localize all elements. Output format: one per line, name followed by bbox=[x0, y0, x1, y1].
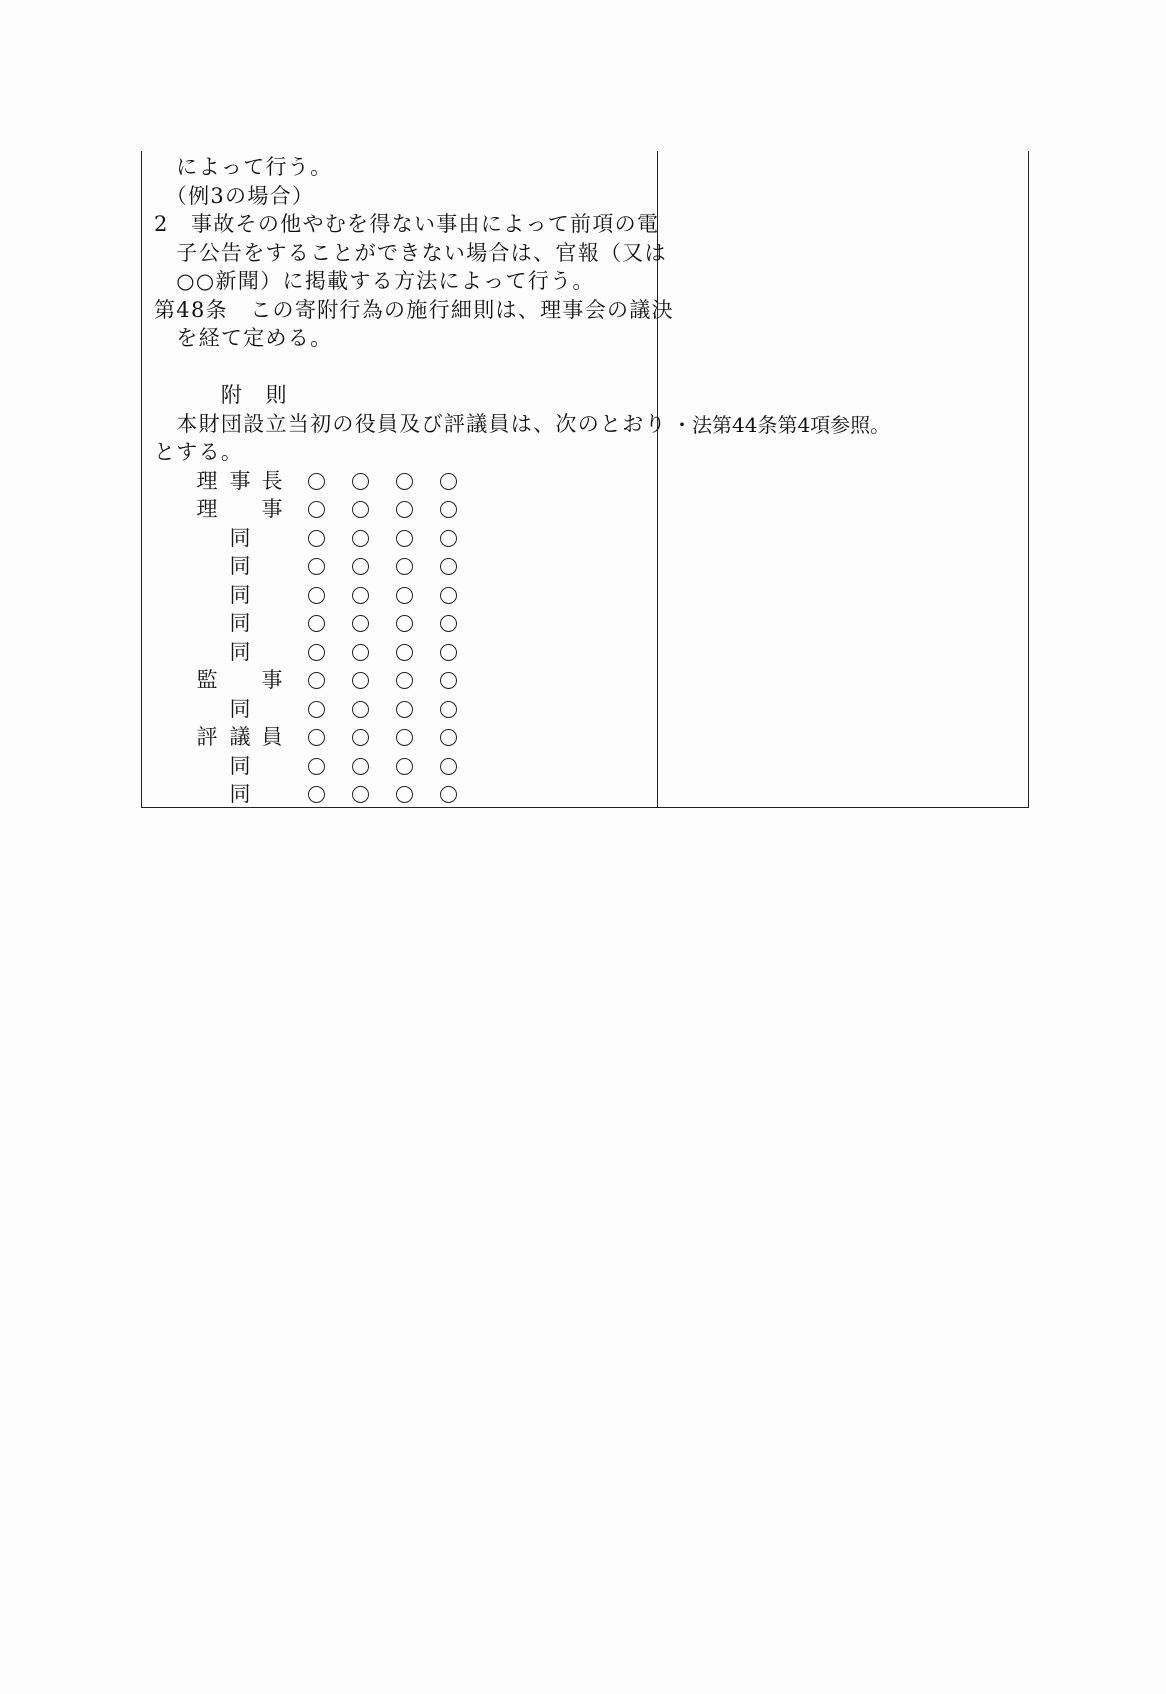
officer-title-char: 同 bbox=[229, 782, 251, 806]
name-placeholder-circle bbox=[352, 786, 369, 803]
name-placeholder-circle bbox=[308, 558, 325, 575]
text-line: ○○新聞）に掲載する方法によって行う。 bbox=[154, 269, 595, 293]
name-placeholder-circle bbox=[396, 473, 413, 490]
officer-title-char: 員 bbox=[261, 725, 283, 749]
name-placeholder-circle bbox=[440, 644, 457, 661]
name-placeholder-circle bbox=[308, 473, 325, 490]
officer-row bbox=[0, 780, 1166, 808]
text-line: 2 事故その他やむを得ない事由によって前項の電 bbox=[154, 212, 660, 236]
name-placeholder-circle bbox=[308, 587, 325, 604]
name-placeholder-circle bbox=[352, 558, 369, 575]
officer-title-char: 同 bbox=[229, 554, 251, 578]
name-placeholder-circle bbox=[352, 758, 369, 775]
officer-title-char: 長 bbox=[261, 468, 283, 493]
name-placeholder-circle bbox=[308, 615, 325, 632]
officer-row bbox=[0, 552, 1166, 580]
name-placeholder-circle bbox=[352, 644, 369, 661]
name-placeholder-circle bbox=[440, 672, 457, 689]
name-placeholder-circle bbox=[308, 758, 325, 775]
officer-row bbox=[0, 524, 1166, 552]
officer-row bbox=[0, 752, 1166, 780]
name-placeholder-circle bbox=[352, 501, 369, 518]
name-placeholder-circle bbox=[396, 644, 413, 661]
officer-title-char: 同 bbox=[229, 639, 251, 664]
name-placeholder-circle bbox=[352, 729, 369, 746]
name-placeholder-circle bbox=[396, 615, 413, 632]
name-placeholder-circle bbox=[440, 729, 457, 746]
name-placeholder-circle bbox=[396, 701, 413, 718]
name-placeholder-circle bbox=[440, 587, 457, 604]
name-placeholder-circle bbox=[440, 701, 457, 718]
officer-title-char: 同 bbox=[229, 525, 251, 550]
officer-title-char: 同 bbox=[229, 753, 251, 778]
name-placeholder-circle bbox=[396, 530, 413, 547]
officer-title-char: 理 bbox=[196, 497, 218, 521]
officer-title-char: 議 bbox=[229, 725, 251, 749]
officer-title-char: 事 bbox=[261, 668, 283, 692]
officer-title-char: 同 bbox=[229, 611, 251, 635]
name-placeholder-circle bbox=[352, 672, 369, 689]
name-placeholder-circle bbox=[396, 758, 413, 775]
name-placeholder-circle bbox=[440, 473, 457, 490]
name-placeholder-circle bbox=[440, 558, 457, 575]
officer-row bbox=[0, 638, 1166, 666]
name-placeholder-circle bbox=[308, 501, 325, 518]
name-placeholder-circle bbox=[396, 587, 413, 604]
text-line: とする。 bbox=[154, 440, 244, 464]
name-placeholder-circle bbox=[308, 644, 325, 661]
text-line: 附 則 bbox=[154, 383, 288, 407]
name-placeholder-circle bbox=[440, 758, 457, 775]
name-placeholder-circle bbox=[440, 786, 457, 803]
name-placeholder-circle bbox=[440, 501, 457, 518]
officer-title-char: 事 bbox=[229, 468, 251, 493]
name-placeholder-circle bbox=[396, 558, 413, 575]
name-placeholder-circle bbox=[396, 729, 413, 746]
name-placeholder-circle bbox=[308, 530, 325, 547]
name-placeholder-circle bbox=[440, 615, 457, 632]
officer-title-char: 評 bbox=[196, 725, 218, 749]
name-placeholder-circle bbox=[308, 701, 325, 718]
text-line: 第48条 この寄附行為の施行細則は、理事会の議決 bbox=[154, 297, 674, 322]
right-column-note: ・法第44条第4項参照。 bbox=[672, 413, 891, 437]
text-line: 子公告をすることができない場合は、官報（又は bbox=[154, 240, 667, 265]
name-placeholder-circle bbox=[396, 501, 413, 518]
officer-title-char: 監 bbox=[196, 668, 218, 692]
officer-title-char: 同 bbox=[229, 582, 251, 607]
text-line: （例3の場合） bbox=[154, 183, 315, 208]
name-placeholder-circle bbox=[396, 672, 413, 689]
officer-title-char: 理 bbox=[196, 468, 218, 493]
officer-title-char: 事 bbox=[261, 497, 283, 521]
name-placeholder-circle bbox=[352, 701, 369, 718]
name-placeholder-circle bbox=[308, 672, 325, 689]
name-placeholder-circle bbox=[352, 615, 369, 632]
name-placeholder-circle bbox=[352, 530, 369, 547]
officer-row bbox=[0, 695, 1166, 723]
name-placeholder-circle bbox=[352, 587, 369, 604]
name-placeholder-circle bbox=[396, 786, 413, 803]
officer-row bbox=[0, 467, 1166, 495]
name-placeholder-circle bbox=[352, 473, 369, 490]
officer-row bbox=[0, 723, 1166, 751]
officer-row bbox=[0, 666, 1166, 694]
officer-title-char: 同 bbox=[229, 696, 251, 721]
officer-row bbox=[0, 495, 1166, 523]
officer-row bbox=[0, 581, 1166, 609]
name-placeholder-circle bbox=[308, 786, 325, 803]
name-placeholder-circle bbox=[308, 729, 325, 746]
name-placeholder-circle bbox=[440, 530, 457, 547]
officer-row bbox=[0, 609, 1166, 637]
text-line: 本財団設立当初の役員及び評議員は、次のとおり bbox=[154, 411, 667, 436]
text-line: を経て定める。 bbox=[154, 326, 333, 350]
text-line: によって行う。 bbox=[154, 155, 333, 179]
